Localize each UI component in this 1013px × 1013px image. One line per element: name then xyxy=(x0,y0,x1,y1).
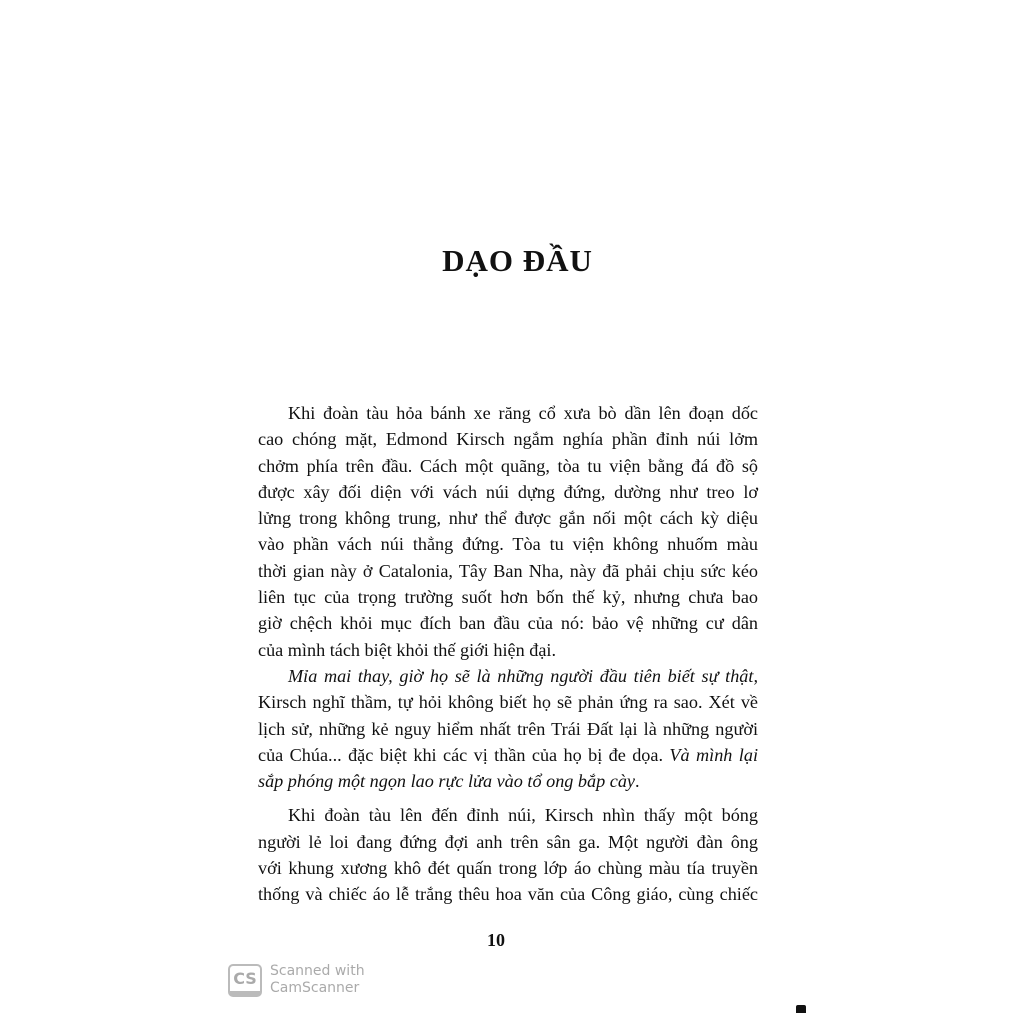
text-line xyxy=(258,716,758,742)
text-line xyxy=(258,400,758,426)
text-line xyxy=(258,505,758,531)
text-line xyxy=(258,453,758,479)
text-line xyxy=(258,855,758,881)
text-line xyxy=(258,479,758,505)
paragraph xyxy=(258,802,758,907)
text-line xyxy=(258,558,758,584)
page-number: 10 xyxy=(487,930,505,950)
text-line xyxy=(258,610,758,636)
text-segment: thống và chiếc áo lễ trắng thêu hoa văn của Công giáo, cùng chiếc xyxy=(258,884,758,905)
text-segment: của Chúa... đặc biệt khi các vị thần của họ bị đe dọa. xyxy=(258,744,670,765)
camscanner-watermark xyxy=(228,963,365,997)
italic-text: sắp phóng một ngọn lao rực lửa vào tổ ong bắp cày xyxy=(258,771,635,792)
text-segment: chởm phía trên đầu. Cách một quãng, tòa tu viện bằng đá đồ sộ xyxy=(258,455,758,476)
text-line xyxy=(258,742,758,768)
chapter-title: DẠO ĐẦU xyxy=(442,243,593,278)
text-segment: vào phần vách núi thẳng đứng. Tòa tu viện không nhuốm màu xyxy=(258,534,758,555)
italic-text: Và mình lại xyxy=(669,744,758,765)
text-line xyxy=(258,637,758,663)
text-segment: giờ chệch khỏi mục đích ban đầu của nó: bảo vệ những cư dân xyxy=(258,613,758,634)
text-line xyxy=(258,426,758,452)
text-line xyxy=(258,531,758,557)
italic-text: Mỉa mai thay, giờ họ sẽ là những người đầu tiên biết sự thật, xyxy=(288,665,758,686)
text-line xyxy=(258,829,758,855)
text-segment: cao chóng mặt, Edmond Kirsch ngắm nghía phần đỉnh núi lởm xyxy=(258,429,758,450)
text-segment: lửng trong không trung, như thể được gắn nối một cách kỳ diệu xyxy=(258,508,758,529)
text-line xyxy=(258,768,758,794)
camscanner-logo-icon: CS xyxy=(228,964,262,997)
text-segment: . xyxy=(635,771,640,792)
text-segment: thời gian này ở Catalonia, Tây Ban Nha, này đã phải chịu sức kéo xyxy=(258,560,758,581)
text-segment: Khi đoàn tàu lên đến đỉnh núi, Kirsch nhìn thấy một bóng xyxy=(288,805,758,826)
text-segment: Khi đoàn tàu hỏa bánh xe răng cổ xưa bò dần lên đoạn dốc xyxy=(288,403,758,423)
text-line xyxy=(258,584,758,610)
text-line xyxy=(258,881,758,907)
body-text xyxy=(258,400,758,908)
text-segment: lịch sử, những kẻ nguy hiểm nhất trên Trái Đất lại là những người xyxy=(258,718,758,739)
text-segment: của mình tách biệt khỏi thế giới hiện đại. xyxy=(258,639,557,660)
text-segment: với khung xương khô đét quấn trong lớp áo chùng màu tía truyền xyxy=(258,858,758,879)
scan-artifact xyxy=(796,1005,806,1013)
text-segment: người lẻ loi đang đứng đợi anh trên sân ga. Một người đàn ông xyxy=(258,831,758,852)
watermark-line-2: CamScanner xyxy=(270,980,360,996)
text-line xyxy=(258,802,758,828)
text-segment: liên tục của trọng trường suốt hơn bốn thế kỷ, nhưng chưa bao xyxy=(258,587,758,608)
text-line xyxy=(258,689,758,715)
paragraph xyxy=(258,400,758,663)
text-line xyxy=(258,663,758,689)
paragraph xyxy=(258,663,758,794)
text-segment: Kirsch nghĩ thầm, tự hỏi không biết họ sẽ phản ứng ra sao. Xét về xyxy=(258,692,758,713)
watermark-line-1: Scanned with xyxy=(270,963,365,979)
text-segment: được xây đối diện với vách núi dựng đứng, dường như treo lơ xyxy=(258,481,758,502)
